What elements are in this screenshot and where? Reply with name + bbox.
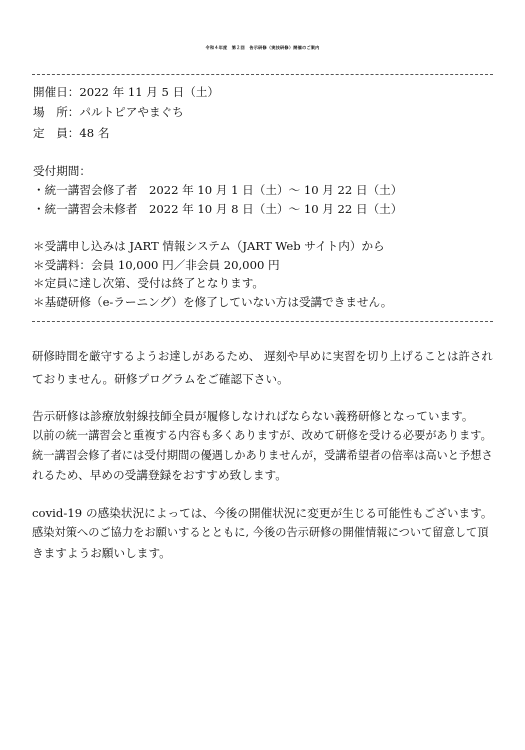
reception-item: ・統一講習会修了者 2022 年 10 月 1 日（土）～ 10 月 22 日（土） (33, 183, 403, 197)
paragraph-line: 告示研修は診療放射線技師全員が履修しなければならない義務研修となっています。 (32, 409, 474, 423)
note-item: ＊基礎研修（e-ラーニング）を修了していない方は受講できません。 (33, 295, 393, 309)
note-item: ＊定員に達し次第、受付は終了となります。 (33, 276, 264, 290)
dashed-divider-bottom (32, 321, 493, 322)
paragraph-line: 研修時間を厳守するようお達しがあるため、 遅刻や早めに実習を切り上げることは許され (32, 349, 493, 363)
paragraph-line: 以前の統一講習会と重複する内容も多くありますが、改めて研修を受ける必要があります。 (32, 429, 492, 442)
reception-heading: 受付期間： (33, 164, 91, 178)
paragraph-line: きますようお願いします。 (32, 546, 171, 560)
event-date: 開催日：2022 年 11 月 5 日（土） (33, 85, 219, 99)
paragraph-line: covid-19 の感染状況によっては、今後の開催状況に変更が生じる可能性もございます。 (32, 506, 493, 520)
note-item: ＊受講料：会員 10,000 円／非会員 20,000 円 (33, 258, 280, 272)
paragraph-line: 統一講習会修了者には受付期間の優遇しかありませんが，受講希望者の倍率は高いと予想さ (32, 449, 493, 462)
reception-item: ・統一講習会未修者 2022 年 10 月 8 日（土）～ 10 月 22 日（土） (33, 202, 403, 216)
page-title: 令和４年度 第２回 告示研修（実技研修）開催のご案内 (205, 45, 320, 50)
event-capacity: 定 員：48 名 (33, 126, 110, 140)
dashed-divider-top (32, 74, 493, 75)
note-item: ＊受講申し込みは JART 情報システム（JART Web サイト内）から (33, 239, 385, 253)
paragraph-line: れるため、早めの受講登録をおすすめ致します。 (32, 468, 287, 482)
paragraph-line: ておりません。研修プログラムをご確認下さい。 (32, 372, 289, 386)
paragraph-line: 感染対策へのご協力をお願いするとともに, 今後の告示研修の開催情報について留意して頂 (32, 526, 489, 539)
event-place: 場 所：パルトピアやまぐち (33, 105, 184, 119)
